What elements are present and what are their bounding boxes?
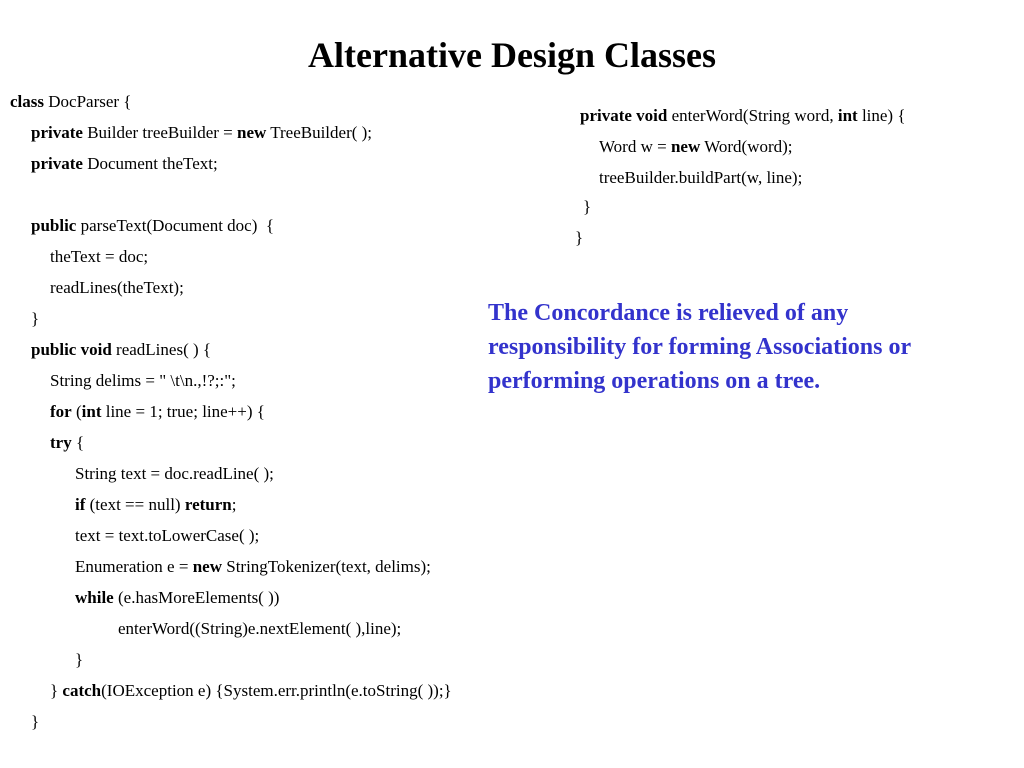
left-code-line bbox=[50, 401, 265, 423]
code-keyword: while bbox=[75, 588, 114, 607]
code-text: Document theText; bbox=[82, 154, 218, 173]
code-keyword: public void bbox=[31, 340, 112, 359]
code-keyword: return bbox=[184, 495, 232, 514]
code-keyword: private bbox=[31, 123, 83, 142]
code-text: parseText(Document doc) { bbox=[76, 216, 275, 235]
code-text: enterWord(String word, bbox=[667, 106, 838, 125]
left-code-line bbox=[31, 122, 372, 144]
left-code-line bbox=[118, 618, 401, 640]
code-keyword: try bbox=[50, 433, 72, 452]
code-text: } bbox=[50, 681, 63, 700]
code-keyword: int bbox=[837, 106, 858, 125]
code-text: TreeBuilder( ); bbox=[266, 123, 373, 142]
code-keyword: private void bbox=[580, 106, 668, 125]
code-text: Builder treeBuilder = bbox=[82, 123, 237, 142]
left-code-line bbox=[31, 153, 218, 175]
left-code-line bbox=[75, 525, 259, 547]
code-text: { bbox=[71, 433, 85, 452]
code-text: ; bbox=[231, 495, 237, 514]
code-keyword: if bbox=[75, 495, 86, 514]
left-code-line bbox=[50, 246, 148, 268]
left-code-line bbox=[31, 308, 39, 330]
right-code-line bbox=[575, 227, 583, 249]
code-text: } bbox=[31, 712, 40, 731]
code-text: Word w = bbox=[599, 137, 671, 156]
code-text: treeBuilder.buildPart(w, line); bbox=[599, 168, 803, 187]
left-code-line bbox=[75, 494, 236, 516]
left-code-line bbox=[50, 277, 184, 299]
code-keyword: new bbox=[236, 123, 267, 142]
code-keyword: private bbox=[31, 154, 83, 173]
left-code-line bbox=[75, 556, 431, 578]
code-text: (IOException e) {System.err.println(e.toString( ));} bbox=[101, 681, 452, 700]
left-code-line bbox=[31, 711, 39, 733]
code-text: enterWord((String)e.nextElement( ),line); bbox=[118, 619, 402, 638]
code-text: } bbox=[583, 197, 592, 216]
code-text: Word(word); bbox=[700, 137, 793, 156]
left-code-line bbox=[50, 370, 236, 392]
code-text: ( bbox=[71, 402, 82, 421]
code-text: readLines( ) { bbox=[111, 340, 212, 359]
code-text: line = 1; true; line++) { bbox=[101, 402, 265, 421]
code-text: text = text.toLowerCase( ); bbox=[75, 526, 260, 545]
left-code-line bbox=[75, 463, 274, 485]
code-text: (text == null) bbox=[85, 495, 185, 514]
code-text: Enumeration e = bbox=[75, 557, 193, 576]
left-code-line bbox=[75, 649, 83, 671]
code-text: } bbox=[575, 228, 584, 247]
code-text: StringTokenizer(text, delims); bbox=[221, 557, 431, 576]
right-code-line bbox=[599, 136, 793, 158]
code-keyword: int bbox=[81, 402, 102, 421]
callout-text: The Concordance is relieved of any responsibility for forming Associations or performing operations on a tree. bbox=[488, 300, 911, 394]
code-text: String text = doc.readLine( ); bbox=[75, 464, 274, 483]
left-code-line bbox=[10, 91, 131, 113]
code-text: } bbox=[31, 309, 40, 328]
left-code-line bbox=[31, 215, 274, 237]
code-text: (e.hasMoreElements( )) bbox=[113, 588, 280, 607]
left-code-line bbox=[75, 587, 279, 609]
code-text: theText = doc; bbox=[50, 247, 149, 266]
code-keyword: new bbox=[670, 137, 701, 156]
right-code-line bbox=[599, 167, 802, 189]
code-keyword: class bbox=[10, 92, 44, 111]
code-text: readLines(theText); bbox=[50, 278, 184, 297]
left-code-line bbox=[50, 432, 84, 454]
code-keyword: new bbox=[192, 557, 222, 576]
slide-title: Alternative Design Classes bbox=[308, 35, 716, 75]
left-code-line bbox=[31, 339, 211, 361]
code-text: } bbox=[75, 650, 84, 669]
code-text: String delims = " \t\n.,!?;:"; bbox=[50, 371, 236, 390]
code-keyword: for bbox=[50, 402, 72, 421]
right-code-line bbox=[583, 196, 591, 218]
right-code-line bbox=[580, 105, 906, 127]
left-code-line bbox=[50, 680, 452, 702]
code-text: DocParser { bbox=[44, 92, 132, 111]
code-text: line) { bbox=[857, 106, 906, 125]
code-keyword: catch bbox=[62, 681, 102, 700]
code-keyword: public bbox=[31, 216, 77, 235]
